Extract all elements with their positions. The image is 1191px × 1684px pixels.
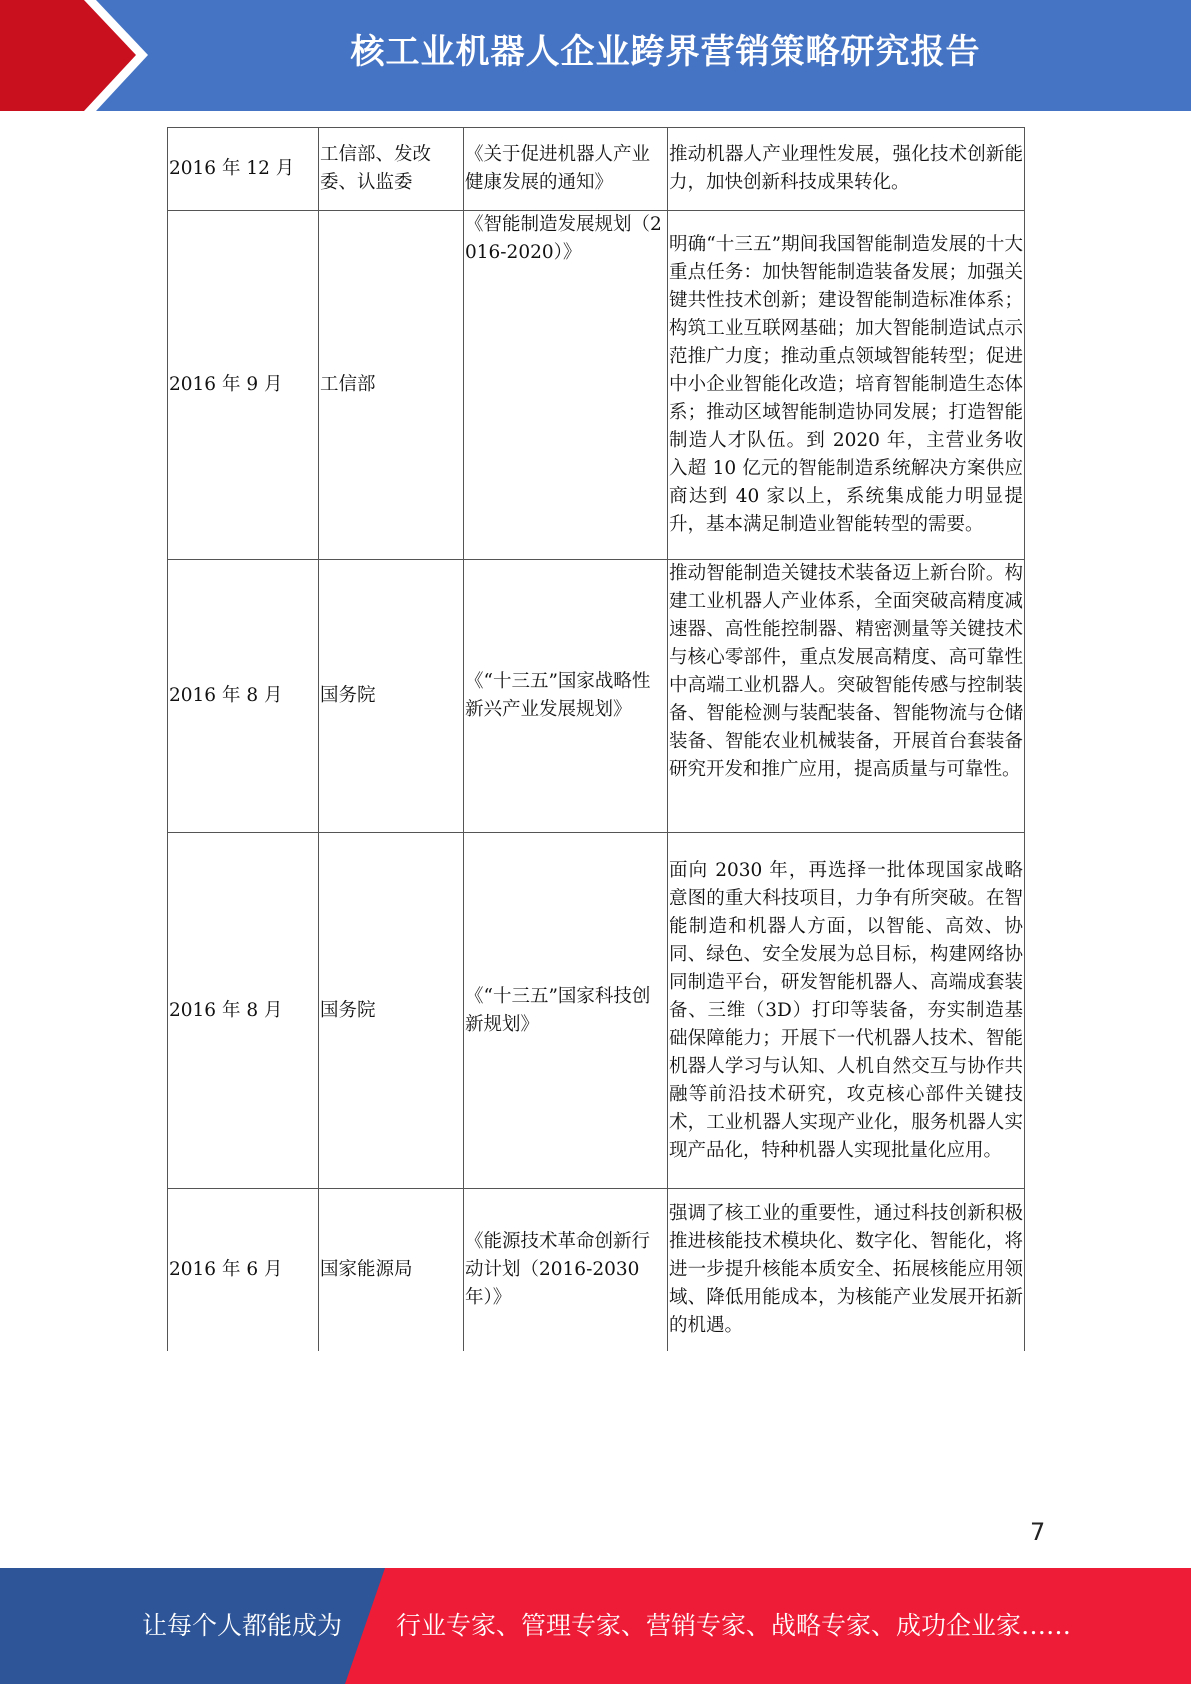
date-cell: 2016 年 8 月 [168, 560, 319, 833]
page-number: 7 [1030, 1518, 1046, 1546]
content-cell: 面向 2030 年，再选择一批体现国家战略意图的重大科技项目，力争有所突破。在智能制造和机器人方面，以智能、高效、协同、绿色、安全发展为总目标，构建网络协同制造平台，研发智能机器人、高端成套装备、三维（3D）打印等装备，夯实制造基础保障能力；开展下一代机器人技术、智能机器人学习与认知、人机自然交互与协作共融等前沿技术研究，攻克核心部件关键技术，工业机器人实现产业化，服务机器人实现产品化，特种机器人实现批量化应用。 [668, 833, 1025, 1189]
department-cell: 国务院 [319, 833, 464, 1189]
table-row [168, 560, 1025, 833]
footer-slogan-left: 让每个人都能成为 [142, 1611, 343, 1640]
policy-table [167, 127, 1025, 1351]
content-cell: 推动机器人产业理性发展，强化技术创新能力，加快创新科技成果转化。 [668, 128, 1025, 211]
date-cell: 2016 年 8 月 [168, 833, 319, 1189]
document-cell: 《能源技术革命创新行动计划（2016-2030 年）》 [464, 1189, 668, 1351]
date-cell: 2016 年 6 月 [168, 1189, 319, 1351]
page-header [0, 0, 1191, 111]
department-cell: 国务院 [319, 560, 464, 833]
department-cell: 工信部、发改委、认监委 [319, 128, 464, 211]
department-cell: 国家能源局 [319, 1189, 464, 1351]
report-title: 核工业机器人企业跨界营销策略研究报告 [350, 32, 981, 72]
footer-slogan-right: 行业专家、管理专家、营销专家、战略专家、成功企业家…… [396, 1611, 1072, 1640]
department-cell: 工信部 [319, 211, 464, 560]
table-row [168, 128, 1025, 211]
content-cell: 明确“十三五”期间我国智能制造发展的十大重点任务：加快智能制造装备发展；加强关键共性技术创新；建设智能制造标准体系；构筑工业互联网基础；加大智能制造试点示范推广力度；推动重点领域智能转型；促进中小企业智能化改造；培育智能制造生态体系；推动区域智能制造协同发展；打造智能制造人才队伍。到 2020 年，主营业务收入超 10 亿元的智能制造系统解决方案供应商达到 40 家以上，系统集成能力明显提升，基本满足制造业智能转型的需要。 [668, 211, 1025, 560]
page-footer [0, 1568, 1191, 1684]
table-row [168, 1189, 1025, 1351]
document-cell: 《“十三五”国家科技创新规划》 [464, 833, 668, 1189]
date-cell: 2016 年 9 月 [168, 211, 319, 560]
header-chevron-decoration [0, 0, 160, 111]
document-cell: 《智能制造发展规划（2016-2020）》 [464, 211, 668, 560]
date-cell: 2016 年 12 月 [168, 128, 319, 211]
content-cell: 强调了核工业的重要性，通过科技创新积极推进核能技术模块化、数字化、智能化，将进一步提升核能本质安全、拓展核能应用领域、降低用能成本，为核能产业发展开拓新的机遇。 [668, 1189, 1025, 1351]
table-row [168, 833, 1025, 1189]
document-cell: 《关于促进机器人产业健康发展的通知》 [464, 128, 668, 211]
document-cell: 《“十三五”国家战略性新兴产业发展规划》 [464, 560, 668, 833]
table-row [168, 211, 1025, 560]
content-cell: 推动智能制造关键技术装备迈上新台阶。构建工业机器人产业体系，全面突破高精度减速器、高性能控制器、精密测量等关键技术与核心零部件，重点发展高精度、高可靠性中高端工业机器人。突破智能传感与控制装备、智能检测与装配装备、智能物流与仓储装备、智能农业机械装备，开展首台套装备研究开发和推广应用，提高质量与可靠性。 [668, 560, 1025, 833]
